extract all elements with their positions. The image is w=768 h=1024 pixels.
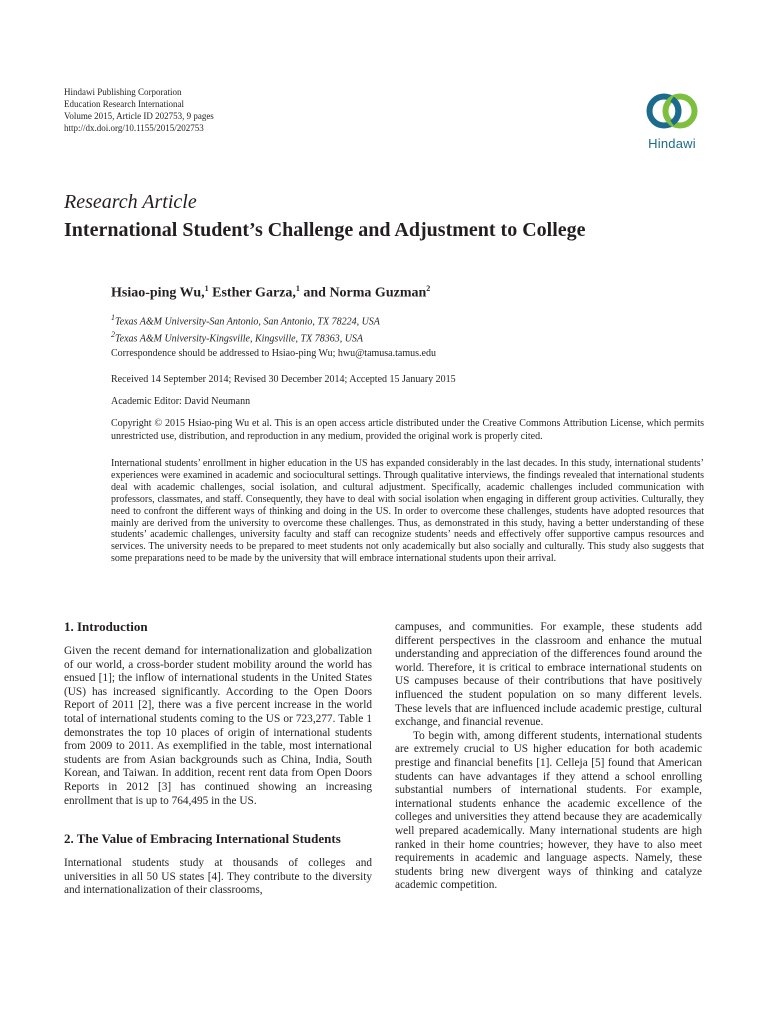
doi-link[interactable]: http://dx.doi.org/10.1155/2015/202753 [64,123,204,133]
paragraph: campuses, and communities. For example, these students add different perspectives in the classroom and enhance the mutual understanding and appreciation of the differences found around the world. Therefore, it is critical to embrace international students on US campuses because of their contributions that have positively influenced the student population on so many different levels. These levels that are influenced include academic prestige, cultural exchange, and financial revenue. [395,621,702,729]
paragraph: To begin with, among different students, international students are extremely crucial to US higher education for both academic prestige and financial benefits [1]. Celleja [5] found that American students can have advantages if they attend a school enrolling substantial numbers of international students. For example, international students enhance the academic excellence of the colleges and universities they attend because they are academically well prepared academically. Many international students are high ranked in their home countries; however, they have to also meet requirements in academic and language aspects. Namely, these students bring new divergent ways of thinking and catalyze academic competition. [395,729,702,892]
right-column [395,621,702,893]
author-affil-mark: 2 [426,284,431,293]
affiliation-text: Texas A&M University-San Antonio, San Antonio, TX 78224, USA [115,316,380,328]
author-name: Hsiao-ping Wu, [111,285,205,301]
left-column [64,619,372,898]
paragraph: International students study at thousands of colleges and universities in all 50 US states [4]. They contribute to the diversity and internationalization of their classrooms, [64,857,372,897]
author-name: Esther Garza, [208,285,296,301]
copyright-notice: Copyright © 2015 Hsiao-ping Wu et al. This is an open access article distributed under the Creative Commons Attribution License, which permits unrestricted use, distribution, and reproduction in any medium, provided the original work is properly cited. [111,418,704,442]
hindawi-logo-text: Hindawi [648,136,696,151]
article-title: International Student’s Challenge and Adjustment to College [64,219,586,241]
publisher-name: Hindawi Publishing Corporation [64,87,182,97]
article-type: Research Article [64,191,197,213]
paragraph: Given the recent demand for internationalization and globalization of our world, a cross-border student mobility around the world has ensued [1]; the inflow of international students in the United States (US) has increased significantly. According to the Open Doors Report of 2011 [2], there was a five percent increase in the world total of international students coming to the US or 723,277. Table 1 demonstrates the top 10 places of origin of international students from 2009 to 2011. As exemplified in the table, most international students are from Asian backgrounds such as China, India, South Korean, and Taiwan. In addition, recent rent data from Open Doors Reports in 2012 [3] has continued showing an increasing enrollment that is up to 764,495 in the US. [64,645,372,807]
affiliation-text: Texas A&M University-Kingsville, Kingsville, TX 78363, USA [115,333,364,345]
hindawi-logo-icon [644,88,700,134]
hindawi-logo [636,88,708,154]
affiliation-mark: 2 [111,330,115,340]
correspondence: Correspondence should be addressed to Hsiao-ping Wu; hwu@tamusa.tamus.edu [111,348,436,359]
volume-info: Volume 2015, Article ID 202753, 9 pages [64,111,214,121]
section-heading: 1. Introduction [64,619,148,634]
publication-info [64,86,214,134]
author-affil-mark: 1 [204,284,209,293]
academic-editor: Academic Editor: David Neumann [111,396,251,407]
affiliations [111,311,380,346]
author-affil-mark: 1 [295,284,300,293]
affiliation [111,328,380,345]
author-name: and Norma Guzman [299,285,427,301]
article-dates: Received 14 September 2014; Revised 30 December 2014; Accepted 15 January 2015 [111,374,456,385]
journal-name: Education Research International [64,99,184,109]
author-list [111,284,430,302]
section-heading: 2. The Value of Embracing International Students [64,831,341,847]
affiliation-mark: 1 [111,313,115,322]
abstract: International students’ enrollment in higher education in the US has expanded considerably in the last decades. In this study, international students’ experiences were examined in academic and sociocultural settings. Through qualitative interviews, the findings revealed that international students deal with academic challenges, social isolation, and cultural adjustment. Specifically, academic challenges included communication with professors, classmates, and staff. Consequently, they have to deal with social isolation when engaging in different group activities. Culturally, they need to confront the different ways of thinking and doing in the US. In order to overcome these challenges, students have adopted resources that mainly are derived from the university to overcome these challenges. Thus, as demonstrated in this study, having a better understanding of these students’ academic challenges, university faculty and staff can recognize students’ needs and effectively offer supportive campus resources and services. The university needs to be prepared to meet students not only academically but also socially and culturally. This study also suggests that some preparations need to be made by the university that will embrace international students upon their arrival. [111,458,704,565]
affiliation [111,311,380,328]
